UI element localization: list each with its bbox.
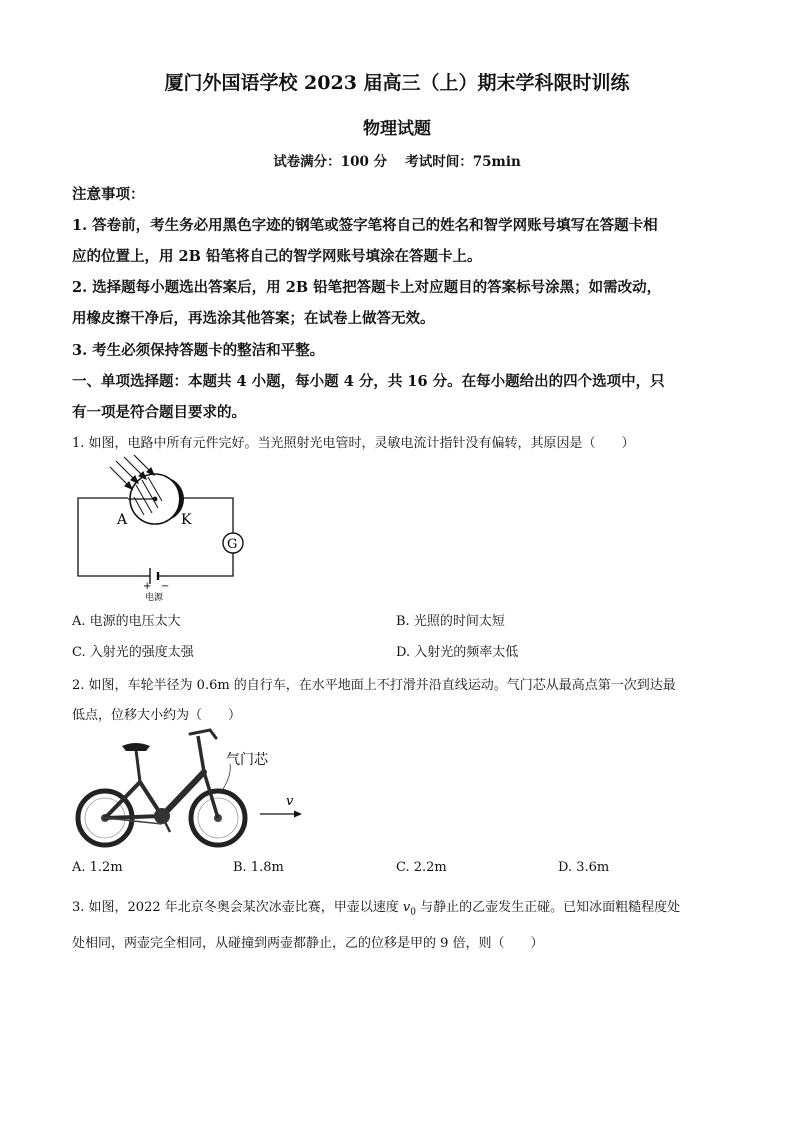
handlebar bbox=[190, 730, 216, 738]
saddle bbox=[122, 743, 150, 751]
q2-option-b: B. 1.8m bbox=[233, 860, 284, 875]
notice-line-1: 1. 答卷前，考生务必用黑色字迹的钢笔或签字笔将自己的姓名和智学网账号填写在答题卡相 bbox=[72, 217, 658, 234]
section-heading-line-2: 有一项是符合题目要求的。 bbox=[72, 404, 246, 421]
exam-title: 厦门外国语学校 2023 届高三（上）期末学科限时训练 bbox=[164, 72, 630, 94]
q3-velocity-subscript: 0 bbox=[410, 907, 416, 918]
notice-line-4: 用橡皮擦干净后，再选涂其他答案；在试卷上做答无效。 bbox=[72, 310, 435, 327]
seat-post bbox=[136, 750, 140, 782]
q1-option-c: C. 入射光的强度太强 bbox=[72, 645, 194, 660]
down-tube bbox=[162, 772, 204, 816]
q3-stem-line-2: 处相同，两壶完全相同，从碰撞到两壶都静止，乙的位移是甲的 9 倍，则（ ） bbox=[72, 936, 544, 951]
notice-line-5: 3. 考生必须保持答题卡的整洁和平整。 bbox=[72, 342, 325, 359]
q1-stem: 1. 如图，电路中所有元件完好。当光照射光电管时，灵敏电流计指针没有偏转，其原因是（ ） bbox=[72, 436, 635, 451]
velocity-label: v bbox=[286, 794, 294, 809]
exam-info: 试卷满分：100 分 考试时间：75min bbox=[273, 154, 521, 170]
q2-option-c: C. 2.2m bbox=[396, 860, 447, 875]
q1-option-d: D. 入射光的频率太低 bbox=[396, 645, 519, 660]
valve-label: 气门芯 bbox=[226, 752, 268, 768]
q3-stem-part-b: 与静止的乙壶发生正碰。已知冰面粗糙程度处 bbox=[415, 900, 681, 915]
notice-heading: 注意事项： bbox=[72, 186, 145, 203]
bicycle-illustration bbox=[70, 724, 320, 854]
q3-velocity-symbol: v bbox=[402, 900, 411, 915]
battery-minus-sign: − bbox=[161, 581, 170, 592]
q3-stem-line-1 bbox=[72, 896, 680, 918]
q2-stem-line-2: 低点，位移大小约为（ ） bbox=[72, 708, 242, 723]
q2-option-a: A. 1.2m bbox=[72, 860, 123, 875]
notice-line-3: 2. 选择题每小题选出答案后，用 2B 铅笔把答题卡上对应题目的答案标号涂黑；如需改动， bbox=[72, 279, 662, 296]
anode-label: A bbox=[117, 512, 128, 528]
galvanometer-label: G bbox=[227, 537, 238, 552]
stem bbox=[198, 736, 204, 772]
q3-stem-part-a: 3. 如图，2022 年北京冬奥会某次冰壶比赛，甲壶以速度 bbox=[72, 900, 403, 915]
exam-subtitle: 物理试题 bbox=[363, 119, 431, 139]
valve-leader-line bbox=[221, 764, 230, 792]
battery-plus-sign: + bbox=[143, 581, 152, 592]
circuit-wire-right bbox=[166, 553, 233, 576]
cathode-label: K bbox=[181, 512, 192, 528]
q2-option-d: D. 3.6m bbox=[558, 860, 610, 875]
battery-label: 电源 bbox=[145, 593, 164, 603]
q2-stem-line-1: 2. 如图，车轮半径为 0.6m 的自行车，在水平地面上不打滑并沿直线运动。气门芯从最高点第一次到达最 bbox=[72, 678, 676, 693]
notice-line-2: 应的位置上，用 2B 铅笔将自己的智学网账号填涂在答题卡上。 bbox=[72, 248, 482, 265]
section-heading-line-1: 一、单项选择题：本题共 4 小题，每小题 4 分，共 16 分。在每小题给出的四个选项中，只 bbox=[72, 373, 665, 390]
photocell-circuit-diagram bbox=[70, 455, 260, 605]
q1-option-a: A. 电源的电压太大 bbox=[72, 614, 181, 629]
q1-option-b: B. 光照的时间太短 bbox=[396, 614, 505, 629]
